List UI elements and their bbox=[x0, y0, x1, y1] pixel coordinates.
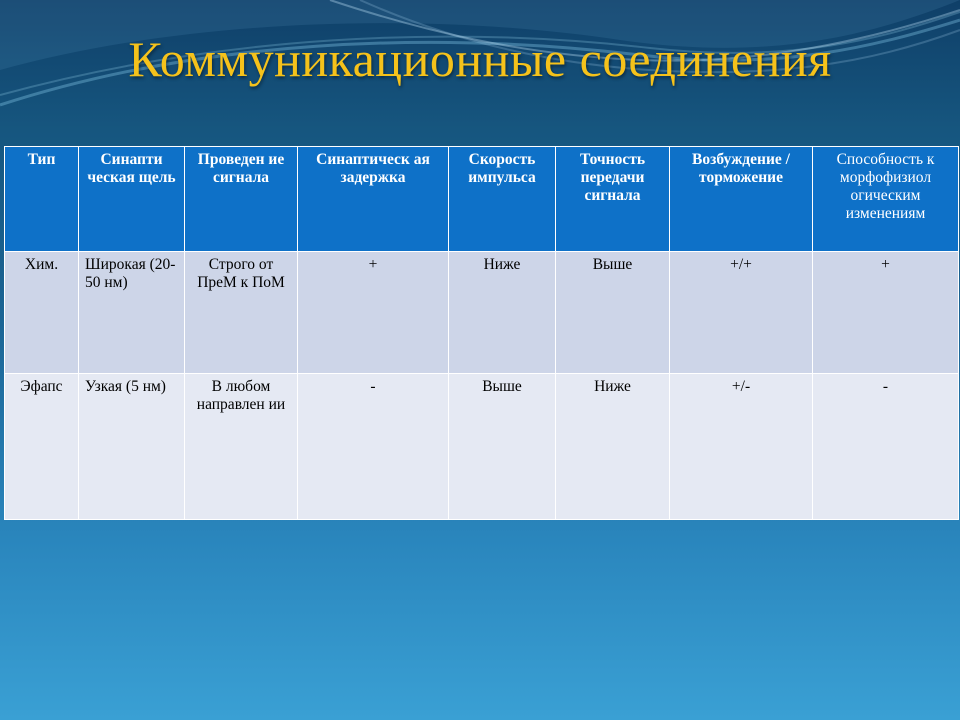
table-cell: Ниже bbox=[556, 374, 670, 520]
table-cell: В любом направлен ии bbox=[185, 374, 298, 520]
slide-title: Коммуникационные соединения bbox=[128, 31, 832, 87]
header-cell-accuracy: Точность передачи сигнала bbox=[556, 147, 670, 252]
table-row bbox=[5, 252, 959, 374]
header-cell-conduction: Проведен ие сигнала bbox=[185, 147, 298, 252]
header-cell-type: Тип bbox=[5, 147, 79, 252]
table-cell: Выше bbox=[449, 374, 556, 520]
table-cell: +/- bbox=[670, 374, 813, 520]
comparison-table bbox=[4, 146, 959, 520]
table-cell: + bbox=[298, 252, 449, 374]
table-header-row bbox=[5, 147, 959, 252]
header-cell-excitation: Возбуждение /торможение bbox=[670, 147, 813, 252]
table-cell: Ниже bbox=[449, 252, 556, 374]
table-cell: Широкая (20-50 нм) bbox=[79, 252, 185, 374]
table-cell: Хим. bbox=[5, 252, 79, 374]
header-cell-plasticity: Способность к морфофизиол огическим изменениям bbox=[813, 147, 959, 252]
table-cell: Эфапс bbox=[5, 374, 79, 520]
header-cell-delay: Синаптическ ая задержка bbox=[298, 147, 449, 252]
table-cell: Строго от ПреМ к ПоМ bbox=[185, 252, 298, 374]
table-cell: - bbox=[813, 374, 959, 520]
table-cell: + bbox=[813, 252, 959, 374]
header-cell-speed: Скорость импульса bbox=[449, 147, 556, 252]
table-cell: +/+ bbox=[670, 252, 813, 374]
table-cell: Узкая (5 нм) bbox=[79, 374, 185, 520]
header-cell-cleft: Синапти ческая щель bbox=[79, 147, 185, 252]
table-row bbox=[5, 374, 959, 520]
table-cell: Выше bbox=[556, 252, 670, 374]
table-cell: - bbox=[298, 374, 449, 520]
